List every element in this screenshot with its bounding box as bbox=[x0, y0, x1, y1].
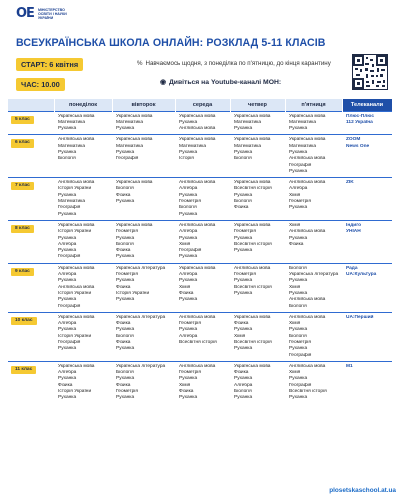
subject-item: Українська мова bbox=[179, 137, 216, 143]
subject-item: Географія bbox=[58, 254, 81, 260]
subject-item: Руханка bbox=[58, 278, 77, 284]
day-cell bbox=[230, 178, 285, 221]
channel-item: 112 Україна bbox=[346, 119, 373, 125]
class-cell bbox=[8, 178, 54, 221]
day-cell bbox=[285, 263, 342, 312]
subject-item: Руханка bbox=[116, 376, 135, 382]
subject-item: Геометрія bbox=[116, 229, 138, 235]
subject-item: Руханка bbox=[179, 395, 198, 401]
subject-item: Хімія bbox=[289, 370, 301, 376]
class-cell bbox=[8, 135, 54, 178]
subject-item: Руханка bbox=[179, 119, 198, 125]
subject-item: Фізика bbox=[58, 382, 73, 388]
subject-item: Руханка bbox=[179, 254, 198, 260]
subject-item: Українська мова bbox=[179, 265, 216, 271]
subject-item: Фізика bbox=[116, 284, 131, 290]
percent-icon: % bbox=[137, 60, 143, 67]
subject-item: Англійська мова bbox=[234, 265, 271, 271]
subject-item: Українська мова bbox=[289, 137, 326, 143]
subject-item: Українська мова bbox=[234, 137, 271, 143]
subject-item: Руханка bbox=[179, 192, 198, 198]
subject-item: Біологія bbox=[234, 156, 252, 162]
subject-item: Математика bbox=[179, 143, 207, 149]
subject-item: Українська мова bbox=[58, 363, 95, 369]
subject-item: Англійська мова bbox=[289, 314, 326, 320]
subject-item: Англійська мова bbox=[58, 180, 95, 186]
subject-item: Українська мова bbox=[116, 180, 153, 186]
day-cell bbox=[112, 220, 175, 263]
subject-item: Англійська мова bbox=[289, 229, 326, 235]
class-cell bbox=[8, 312, 54, 361]
subject-item: Руханка bbox=[58, 211, 77, 217]
subject-item: Алгебра bbox=[58, 241, 77, 247]
subject-item: Геометрія bbox=[116, 272, 138, 278]
youtube-text: Дивіться на Youtube-каналі МОН: bbox=[168, 78, 282, 86]
subject-item: Алгебра bbox=[234, 382, 253, 388]
class-badge: 9 клас bbox=[11, 268, 34, 276]
subject-item: Хімія bbox=[289, 222, 301, 228]
subject-item: Руханка bbox=[179, 211, 198, 217]
subject-item: Історія України bbox=[116, 290, 150, 296]
subject-item: Руханка bbox=[289, 126, 308, 132]
table-row bbox=[8, 361, 392, 403]
day-cell bbox=[230, 263, 285, 312]
channels-cell bbox=[342, 220, 392, 263]
subject-item: Руханка bbox=[58, 376, 77, 382]
subject-item: Фізика bbox=[116, 248, 131, 254]
day-cell bbox=[230, 220, 285, 263]
day-cell bbox=[112, 312, 175, 361]
subject-item: Українська мова bbox=[58, 314, 95, 320]
subject-item: Руханка bbox=[58, 248, 77, 254]
channel-item: Індиго bbox=[346, 222, 362, 228]
subject-item: Історія України bbox=[58, 290, 92, 296]
class-badge: 10 клас bbox=[11, 317, 37, 325]
subject-item: Історія України bbox=[58, 186, 92, 192]
subject-item: Англійська мова bbox=[289, 363, 326, 369]
subject-item: Історія України bbox=[58, 229, 92, 235]
subject-item: Математика bbox=[58, 119, 86, 125]
subject-item: Українська мова bbox=[234, 314, 271, 320]
subject-item: Фізика bbox=[234, 205, 249, 211]
class-badge: 6 клас bbox=[11, 139, 34, 147]
subject-item: Хімія bbox=[179, 382, 191, 388]
channel-item: UA:Культура bbox=[346, 272, 377, 278]
subject-item: Геометрія bbox=[179, 321, 201, 327]
subject-item: Алгебра bbox=[289, 186, 308, 192]
subject-item: Українська мова bbox=[179, 113, 216, 119]
subject-item: Геометрія bbox=[234, 229, 256, 235]
subject-item: Руханка bbox=[179, 278, 198, 284]
subject-item: Руханка bbox=[234, 376, 253, 382]
subject-item: Хімія bbox=[234, 333, 246, 339]
channel-item: М1 bbox=[346, 363, 353, 369]
subject-item: Біологія bbox=[289, 303, 307, 309]
subject-item: Фізика bbox=[116, 340, 131, 345]
subject-item: Руханка bbox=[58, 346, 77, 352]
subject-item: Алгебра bbox=[179, 272, 198, 278]
subject-item: Біологія bbox=[289, 333, 307, 339]
subject-item: Біологія bbox=[116, 186, 134, 192]
day-cell bbox=[230, 312, 285, 361]
subject-item: Всесвітня історія bbox=[179, 340, 217, 345]
subject-item: Англійська мова bbox=[179, 180, 216, 186]
subject-item: Англійська мова bbox=[179, 314, 216, 320]
subject-item: Біологія bbox=[179, 205, 197, 211]
day-cell bbox=[285, 178, 342, 221]
subject-item: Біологія bbox=[234, 199, 252, 205]
subject-item: Математика bbox=[58, 199, 86, 205]
subject-item: Руханка bbox=[58, 297, 77, 303]
subject-item: Географія bbox=[289, 382, 312, 388]
subject-item: Математика bbox=[58, 143, 86, 149]
day-cell bbox=[54, 361, 112, 403]
subject-item: Англійська мова bbox=[179, 126, 216, 132]
subject-item: Українська мова bbox=[58, 222, 95, 228]
subject-item: Руханка bbox=[289, 205, 308, 211]
subject-item: Руханка bbox=[234, 327, 253, 333]
ministry-logo bbox=[16, 6, 72, 21]
channel-item: ZOOM bbox=[346, 137, 361, 143]
subject-item: Руханка bbox=[116, 346, 135, 352]
subject-item: Руханка bbox=[289, 278, 308, 284]
subject-item: Українська література bbox=[289, 272, 339, 278]
subject-item: Фізика bbox=[116, 192, 131, 198]
subject-item: Хімія bbox=[179, 284, 191, 290]
subject-item: Геометрія bbox=[289, 340, 311, 345]
day-cell bbox=[112, 178, 175, 221]
day-cell bbox=[285, 111, 342, 135]
channel-item: УНІАН bbox=[346, 229, 361, 235]
day-cell bbox=[112, 361, 175, 403]
subject-item: Біологія bbox=[234, 389, 252, 395]
subject-item: Біологія bbox=[116, 241, 134, 247]
day-cell bbox=[175, 178, 230, 221]
subject-item: Геометрія bbox=[116, 389, 138, 395]
subject-item: Біологія bbox=[289, 265, 307, 271]
qr-code-icon bbox=[353, 55, 387, 89]
day-cell bbox=[175, 263, 230, 312]
header-friday: п'ятниця bbox=[285, 99, 342, 111]
subject-item: Руханка bbox=[116, 149, 135, 155]
schedule-body bbox=[8, 111, 392, 404]
header-tuesday: вівторок bbox=[112, 99, 175, 111]
day-cell bbox=[175, 312, 230, 361]
subject-item: Руханка bbox=[116, 235, 135, 241]
subject-item: Математика bbox=[116, 119, 144, 125]
class-badge: 8 клас bbox=[11, 225, 34, 233]
subject-item: Географія bbox=[58, 205, 81, 211]
subject-item: Руханка bbox=[289, 346, 308, 352]
play-icon: ◉ bbox=[160, 79, 166, 86]
subject-item: Українська література bbox=[116, 265, 166, 271]
day-cell bbox=[175, 111, 230, 135]
header-wednesday: середа bbox=[175, 99, 230, 111]
subject-item: Руханка bbox=[234, 395, 253, 401]
header-thursday: четвер bbox=[230, 99, 285, 111]
subject-item: Руханка bbox=[116, 254, 135, 260]
subject-item: Українська мова bbox=[289, 113, 326, 119]
subject-item: Руханка bbox=[116, 199, 135, 205]
subject-item: Руханка bbox=[289, 235, 308, 241]
subject-item: Всесвітня історія bbox=[234, 284, 272, 290]
subject-item: Хімія bbox=[289, 192, 301, 198]
subject-item: Хімія bbox=[289, 321, 301, 327]
qr-code[interactable] bbox=[352, 54, 388, 90]
subject-item: Руханка bbox=[289, 395, 308, 401]
day-cell bbox=[112, 135, 175, 178]
table-row bbox=[8, 111, 392, 135]
day-cell bbox=[230, 135, 285, 178]
subject-item: Математика bbox=[234, 119, 262, 125]
logo-text: МІНІСТЕРСТВО ОСВІТИ І НАУКИ УКРАЇНИ bbox=[37, 7, 67, 20]
subject-item: Руханка bbox=[116, 395, 135, 401]
subject-item: Англійська мова bbox=[179, 222, 216, 228]
subject-item: Фізика bbox=[234, 370, 249, 376]
header-monday: понеділок bbox=[54, 99, 112, 111]
day-cell bbox=[230, 361, 285, 403]
subject-item: Фізика bbox=[289, 241, 304, 247]
subject-item: Руханка bbox=[116, 126, 135, 132]
subject-item: Алгебра bbox=[58, 321, 77, 327]
subject-item: Географія bbox=[289, 352, 312, 358]
table-row bbox=[8, 178, 392, 221]
subject-item: Географія bbox=[116, 156, 139, 162]
day-cell bbox=[54, 178, 112, 221]
subject-item: Геометрія bbox=[179, 199, 201, 205]
table-row bbox=[8, 135, 392, 178]
day-cell bbox=[112, 111, 175, 135]
subject-item: Руханка bbox=[289, 149, 308, 155]
subject-item: Руханка bbox=[234, 278, 253, 284]
day-cell bbox=[54, 263, 112, 312]
class-cell bbox=[8, 220, 54, 263]
day-cell bbox=[175, 220, 230, 263]
class-cell bbox=[8, 111, 54, 135]
subject-item: Руханка bbox=[234, 192, 253, 198]
subject-item: Всесвітня історія bbox=[234, 241, 272, 247]
subject-item: Українська мова bbox=[234, 113, 271, 119]
subject-item: Українська мова bbox=[234, 222, 271, 228]
note-text: Навчаємось щодня, з понеділка по п'ятницю, до кінця карантину bbox=[145, 60, 331, 67]
youtube-line bbox=[160, 78, 281, 86]
subject-item: Геометрія bbox=[289, 199, 311, 205]
schedule-header-row bbox=[8, 99, 392, 111]
subject-item: Біологія bbox=[116, 370, 134, 376]
site-watermark: plosetskaschool.at.ua bbox=[329, 487, 396, 494]
subject-item: Фізика bbox=[179, 389, 194, 395]
subject-item: Руханка bbox=[58, 395, 77, 401]
day-cell bbox=[54, 220, 112, 263]
day-cell bbox=[230, 111, 285, 135]
subject-item: Історія України bbox=[58, 333, 92, 339]
day-cell bbox=[285, 361, 342, 403]
channel-item: Плюс-Плюс bbox=[346, 113, 374, 119]
subject-item: Англійська мова bbox=[289, 156, 326, 162]
subject-item: Фізика bbox=[116, 382, 131, 388]
subject-item: Українська мова bbox=[116, 222, 153, 228]
subject-item: Фізика bbox=[116, 321, 131, 327]
subject-item: Англійська мова bbox=[289, 297, 326, 303]
schedule-table bbox=[8, 99, 393, 404]
header-corner bbox=[8, 99, 54, 111]
subject-item: Географія bbox=[58, 303, 81, 309]
subject-item: Руханка bbox=[289, 290, 308, 296]
subject-item: Українська мова bbox=[234, 363, 271, 369]
start-badge: СТАРТ: 6 квітня bbox=[16, 58, 83, 71]
subject-item: Математика bbox=[234, 143, 262, 149]
subject-item: Руханка bbox=[58, 327, 77, 333]
class-cell bbox=[8, 263, 54, 312]
logo-mark: ОЕ bbox=[16, 6, 34, 21]
subject-item: Фізика bbox=[179, 290, 194, 296]
subject-item: Українська мова bbox=[234, 180, 271, 186]
subject-item: Українська мова bbox=[116, 113, 153, 119]
day-cell bbox=[175, 361, 230, 403]
subject-item: Геометрія bbox=[234, 272, 256, 278]
subject-item: Українська мова bbox=[58, 113, 95, 119]
subject-item: Всесвітня історія bbox=[289, 389, 327, 395]
subject-item: Англійська мова bbox=[58, 137, 95, 143]
time-badge: ЧАС: 10.00 bbox=[16, 78, 65, 91]
channel-item: UA:Перший bbox=[346, 314, 374, 320]
subject-item: Руханка bbox=[179, 149, 198, 155]
channel-item: Рада bbox=[346, 265, 358, 271]
subject-item: Руханка bbox=[58, 235, 77, 241]
subject-item: Руханка bbox=[179, 327, 198, 333]
day-cell bbox=[285, 312, 342, 361]
channels-cell bbox=[342, 361, 392, 403]
subject-item: Математика bbox=[116, 143, 144, 149]
subject-item: Руханка bbox=[234, 235, 253, 241]
channel-item: ZIK bbox=[346, 180, 354, 186]
subject-item: Історія bbox=[179, 156, 194, 162]
subject-item: Руханка bbox=[179, 235, 198, 241]
subject-item: Біологія bbox=[58, 156, 76, 162]
subject-item: Руханка bbox=[234, 290, 253, 296]
subject-item: Алгебра bbox=[58, 370, 77, 376]
subject-item: Алгебра bbox=[179, 186, 198, 192]
table-row bbox=[8, 312, 392, 361]
day-cell bbox=[54, 111, 112, 135]
subject-item: Біологія bbox=[116, 333, 134, 339]
channels-cell bbox=[342, 178, 392, 221]
subject-item: Руханка bbox=[234, 126, 253, 132]
subject-item: Руханка bbox=[289, 168, 308, 174]
subject-item: Руханка bbox=[289, 327, 308, 333]
subject-item: Алгебра bbox=[58, 272, 77, 278]
subject-item: Математика bbox=[289, 119, 317, 125]
subject-item: Геометрія bbox=[179, 370, 201, 376]
subject-item: Географія bbox=[289, 162, 312, 168]
subject-item: Фізика bbox=[234, 321, 249, 327]
subject-item: Англійська мова bbox=[179, 363, 216, 369]
channels-cell bbox=[342, 312, 392, 361]
day-cell bbox=[54, 312, 112, 361]
subject-item: Хімія bbox=[289, 284, 301, 290]
subject-item: Українська література bbox=[116, 363, 166, 369]
subject-item: Географія bbox=[179, 248, 202, 254]
subject-item: Руханка bbox=[179, 376, 198, 382]
day-cell bbox=[285, 220, 342, 263]
channel-item: News One bbox=[346, 143, 370, 149]
channels-cell bbox=[342, 111, 392, 135]
table-row bbox=[8, 263, 392, 312]
subject-item: Руханка bbox=[234, 149, 253, 155]
subject-item: Руханка bbox=[116, 327, 135, 333]
subject-item: Історія України bbox=[58, 389, 92, 395]
page-title: ВСЕУКРАЇНСЬКА ШКОЛА ОНЛАЙН: РОЗКЛАД 5-11 КЛАСІВ bbox=[16, 37, 326, 49]
subject-item: Англійська мова bbox=[289, 180, 326, 186]
class-cell bbox=[8, 361, 54, 403]
day-cell bbox=[285, 135, 342, 178]
subject-item: Алгебра bbox=[179, 229, 198, 235]
channels-cell bbox=[342, 263, 392, 312]
subject-item: Всесвітня історія bbox=[234, 186, 272, 192]
subject-item: Українська література bbox=[116, 314, 166, 320]
header-channels: Телеканали bbox=[342, 99, 392, 111]
subject-item: Руханка bbox=[179, 297, 198, 303]
day-cell bbox=[112, 263, 175, 312]
subject-item: Руханка bbox=[116, 297, 135, 303]
subject-item: Алгебра bbox=[179, 333, 198, 339]
subject-item: Руханка bbox=[234, 248, 253, 254]
class-badge: 5 клас bbox=[11, 116, 34, 124]
schedule-note bbox=[137, 60, 331, 67]
subject-item: Хімія bbox=[179, 241, 191, 247]
subject-item: Українська мова bbox=[58, 265, 95, 271]
day-cell bbox=[175, 135, 230, 178]
subject-item: Руханка bbox=[58, 149, 77, 155]
subject-item: Руханка bbox=[58, 192, 77, 198]
subject-item: Математика bbox=[289, 143, 317, 149]
class-badge: 7 клас bbox=[11, 182, 34, 190]
subject-item: Англійська мова bbox=[58, 284, 95, 290]
subject-item: Руханка bbox=[116, 278, 135, 284]
subject-item: Українська мова bbox=[116, 137, 153, 143]
subject-item: Географія bbox=[58, 340, 81, 345]
channels-cell bbox=[342, 135, 392, 178]
subject-item: Руханка bbox=[58, 126, 77, 132]
class-badge: 11 клас bbox=[11, 366, 36, 374]
subject-item: Всесвітня історія bbox=[234, 340, 272, 345]
subject-item: Руханка bbox=[289, 376, 308, 382]
day-cell bbox=[54, 135, 112, 178]
table-row bbox=[8, 220, 392, 263]
subject-item: Руханка bbox=[234, 346, 253, 352]
